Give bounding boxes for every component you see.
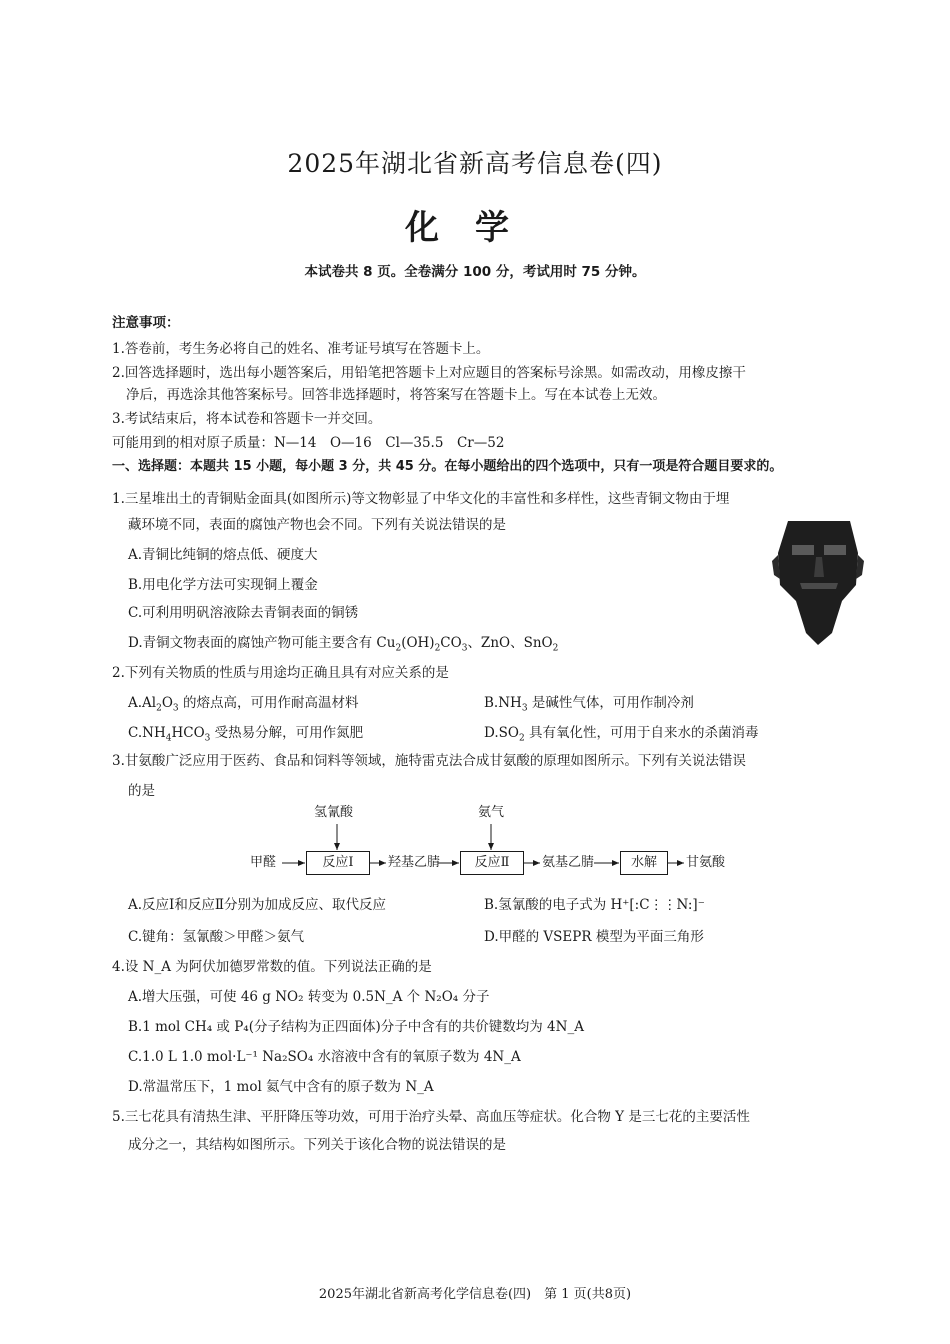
q4-stem: 4.设 N_A 为阿伏加德罗常数的值。下列说法正确的是 [112,959,432,975]
flow-box-reaction-1: 反应Ⅰ [306,851,370,875]
flow-box-hydrolysis: 水解 [620,851,668,875]
glycine-synthesis-flowchart [230,806,750,886]
q2-option-c: $C.NH_4HCO_3$ 受热易分解，可用作氮肥 [128,725,364,744]
q3-stem-b: 的是 [128,783,155,799]
q3-option-c: C.键角：氢氰酸＞甲醛＞氨气 [128,929,305,945]
q1-option-b: B.用电化学方法可实现铜上覆金 [128,577,318,593]
q2-option-b: $B.NH_3$ 是碱性气体，可用作制冷剂 [484,695,694,714]
note-3: 3.考试结束后，将本试卷和答题卡一并交回。 [112,411,382,427]
notes-heading: 注意事项： [112,315,180,331]
section-1-heading: 一、选择题：本题共 15 小题，每小题 3 分，共 45 分。在每小题给出的四个选项中，只有一项是符合题目要求的。 [112,459,783,474]
page-footer: 2025年湖北省新高考化学信息卷(四) 第 1 页(共8页) [318,1287,632,1302]
flow-mid-aminoacetonitrile: 氨基乙腈 [542,855,595,870]
subject-title: 化学 [405,208,545,248]
q1-stem-a: 1.三星堆出土的青铜贴金面具(如图所示)等文物彰显了中华文化的丰富性和多样性，这些青铜文物由于埋 [112,491,730,507]
exam-title: 2025年湖北省新高考信息卷(四) [287,149,663,178]
q5-stem-b: 成分之一，其结构如图所示。下列关于该化合物的说法错误的是 [128,1137,506,1153]
q3-option-d: D.甲醛的 VSEPR 模型为平面三角形 [484,929,704,945]
q1-stem-b: 藏环境不同，表面的腐蚀产物也会不同。下列有关说法错误的是 [128,517,506,533]
q2-option-d: $D.SO_2$ 具有氧化性，可用于自来水的杀菌消毒 [484,725,759,744]
flow-box-reaction-2: 反应Ⅱ [460,851,524,875]
note-2b: 净后，再选涂其他答案标号。回答非选择题时，将答案写在答题卡上。写在本试卷上无效。 [126,387,666,403]
bronze-mask-image [770,515,866,645]
exam-info: 本试卷共 8 页。全卷满分 100 分，考试用时 75 分钟。 [304,264,646,280]
flow-input-hcn: 氢氰酸 [314,805,354,820]
q3-option-b: B.氢氰酸的电子式为 H⁺[:C⋮⋮N:]⁻ [484,897,705,913]
q1-option-a: A.青铜比纯铜的熔点低、硬度大 [128,547,318,563]
q4-option-c: C.1.0 L 1.0 mol·L⁻¹ Na₂SO₄ 水溶液中含有的氧原子数为 4N_A [128,1049,521,1065]
q4-option-b: B.1 mol CH₄ 或 P₄(分子结构为正四面体)分子中含有的共价键数均为 4N_A [128,1019,584,1035]
q3-stem-a: 3.甘氨酸广泛应用于医药、食品和饲料等领域，施特雷克法合成甘氨酸的原理如图所示。下列有关说法错误 [112,753,746,769]
q2-option-a: $A.Al_2O_3$ 的熔点高，可用作耐高温材料 [128,695,359,714]
q5-stem-a: 5.三七花具有清热生津、平肝降压等功效，可用于治疗头晕、高血压等症状。化合物 Y 是三七花的主要活性 [112,1109,750,1125]
q2-stem: 2.下列有关物质的性质与用途均正确且具有对应关系的是 [112,665,449,681]
atomic-masses: 可能用到的相对原子质量：N—14 O—16 Cl—35.5 Cr—52 [112,435,505,451]
q1-option-d: D.青铜文物表面的腐蚀产物可能主要含有 $Cu_2(OH)_2CO_3$、ZnO、SnO$_2$ [128,635,559,654]
q4-option-a: A.增大压强，可使 46 g NO₂ 转变为 0.5N_A 个 N₂O₄ 分子 [128,989,490,1005]
note-1: 1.答卷前，考生务必将自己的姓名、准考证号填写在答题卡上。 [112,341,490,357]
note-2a: 2.回答选择题时，选出每小题答案后，用铅笔把答题卡上对应题目的答案标号涂黑。如需改动，用橡皮擦干 [112,365,746,381]
q3-option-a: A.反应Ⅰ和反应Ⅱ分别为加成反应、取代反应 [128,897,387,913]
q4-option-d: D.常温常压下，1 mol 氦气中含有的原子数为 N_A [128,1079,434,1095]
flow-mid-hydroxyacetonitrile: 羟基乙腈 [388,855,441,870]
flow-end-glycine: 甘氨酸 [686,855,726,870]
q1-option-c: C.可利用明矾溶液除去青铜表面的铜锈 [128,605,359,621]
flow-start-formaldehyde: 甲醛 [250,855,277,870]
flow-input-ammonia: 氨气 [478,805,505,820]
